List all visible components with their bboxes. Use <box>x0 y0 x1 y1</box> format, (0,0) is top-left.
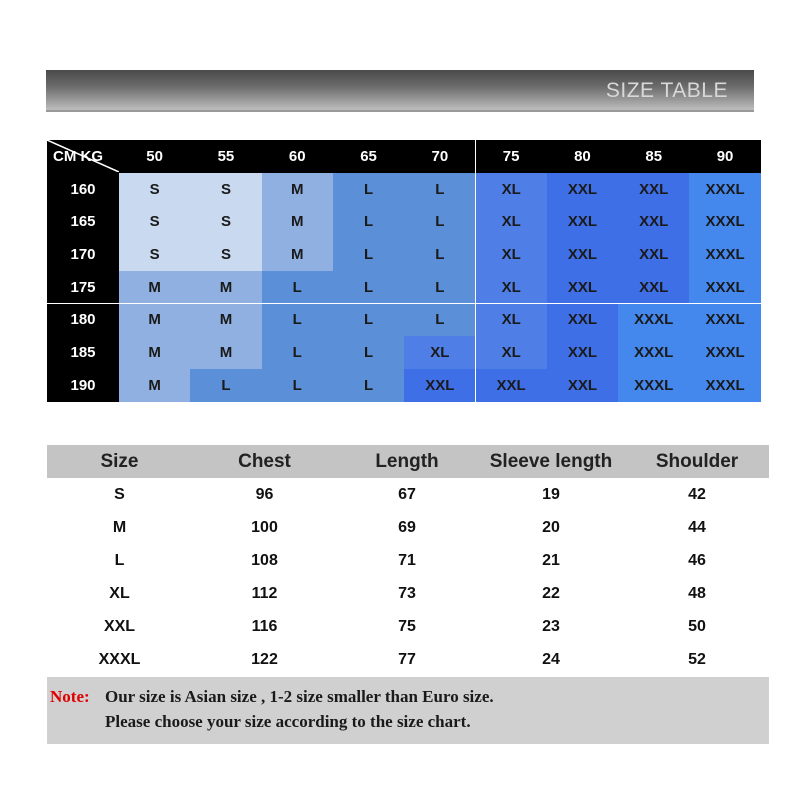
size-cell: XXXL <box>689 304 760 337</box>
size-cell: XXL <box>547 271 618 304</box>
size-cell: XXL <box>618 271 689 304</box>
note-label: Note: <box>50 687 90 706</box>
size-cell: XXL <box>618 238 689 271</box>
measurement-cell: 23 <box>542 617 560 635</box>
size-cell: XXL <box>547 369 618 402</box>
measurement-cell: 122 <box>251 650 278 668</box>
measurement-cell: 21 <box>542 551 560 569</box>
size-cell: XL <box>476 304 547 337</box>
size-cell: L <box>404 205 475 238</box>
size-cell: XXXL <box>689 369 760 402</box>
size-cell: M <box>119 336 190 369</box>
size-cell: S <box>190 238 261 271</box>
size-cell: S <box>119 173 190 206</box>
size-cell: XL <box>476 205 547 238</box>
size-cell: XXL <box>547 304 618 337</box>
size-cell: S <box>119 205 190 238</box>
weight-header: 80 <box>547 140 618 173</box>
measurement-column-header: Chest <box>238 450 291 472</box>
measurement-cell: 19 <box>542 485 560 503</box>
size-cell: M <box>190 336 261 369</box>
measurement-cell: XL <box>109 584 130 602</box>
size-cell: L <box>404 271 475 304</box>
height-header: 180 <box>47 304 119 337</box>
size-table-banner <box>46 70 754 112</box>
size-cell: XL <box>476 271 547 304</box>
measurement-column-header: Length <box>375 450 439 472</box>
size-cell: L <box>262 369 333 402</box>
measurement-cell: 46 <box>688 551 706 569</box>
measurement-cell: 71 <box>398 551 416 569</box>
measurement-cell: 48 <box>688 584 706 602</box>
corner-label: CM KG <box>53 148 103 165</box>
size-cell: M <box>262 238 333 271</box>
size-cell: XXXL <box>689 238 760 271</box>
size-cell: XXL <box>404 369 475 402</box>
height-weight-size-grid <box>47 140 761 402</box>
note-line-2: Please choose your size according to the size chart. <box>105 712 471 731</box>
measurement-cell: 75 <box>398 617 416 635</box>
size-cell: XL <box>476 173 547 206</box>
measurement-column-header: Shoulder <box>655 450 739 472</box>
measurement-cell: 42 <box>688 485 706 503</box>
size-cell: L <box>404 304 475 337</box>
measurement-cell: XXL <box>103 617 136 635</box>
size-cell: XXL <box>547 173 618 206</box>
size-cell: XXL <box>547 238 618 271</box>
size-cell: M <box>119 271 190 304</box>
size-cell: XXXL <box>618 304 689 337</box>
size-cell: M <box>262 205 333 238</box>
size-cell: L <box>262 271 333 304</box>
size-cell: XXL <box>547 205 618 238</box>
size-cell: S <box>190 205 261 238</box>
size-cell: L <box>333 336 404 369</box>
measurement-cell: S <box>114 485 125 503</box>
measurement-row <box>47 577 769 610</box>
size-cell: M <box>190 271 261 304</box>
height-header: 170 <box>47 238 119 271</box>
weight-header: 55 <box>190 140 261 173</box>
size-cell: L <box>333 369 404 402</box>
size-cell: L <box>190 369 261 402</box>
measurement-row <box>47 610 769 643</box>
height-header: 165 <box>47 205 119 238</box>
size-cell: L <box>262 336 333 369</box>
measurement-cell: 52 <box>688 650 706 668</box>
size-cell: M <box>119 369 190 402</box>
size-cell: XXXL <box>618 336 689 369</box>
banner-title: SIZE TABLE <box>605 79 728 102</box>
weight-header: 70 <box>404 140 475 173</box>
size-cell: M <box>262 173 333 206</box>
measurement-cell: 24 <box>542 650 560 668</box>
size-cell: XXL <box>618 205 689 238</box>
note-box <box>47 677 769 744</box>
height-header: 185 <box>47 336 119 369</box>
weight-header: 85 <box>618 140 689 173</box>
measurement-cell: 44 <box>688 518 706 536</box>
size-cell: XXXL <box>618 369 689 402</box>
measurement-cell: 20 <box>542 518 560 536</box>
measurement-cell: 112 <box>251 584 278 602</box>
size-cell: L <box>333 173 404 206</box>
measurement-body <box>47 478 769 676</box>
size-cell: M <box>119 304 190 337</box>
measurement-cell: 50 <box>688 617 706 635</box>
size-cell: L <box>404 238 475 271</box>
height-header: 190 <box>47 369 119 402</box>
measurement-row <box>47 643 769 676</box>
measurement-table <box>47 445 769 676</box>
size-cell: L <box>262 304 333 337</box>
measurement-row <box>47 511 769 544</box>
measurement-cell: 22 <box>542 584 560 602</box>
size-cell: M <box>190 304 261 337</box>
size-cell: XXXL <box>689 336 760 369</box>
measurement-cell: 69 <box>398 518 416 536</box>
size-cell: S <box>119 238 190 271</box>
size-cell: XXL <box>547 336 618 369</box>
size-cell: L <box>333 205 404 238</box>
size-cell: XL <box>404 336 475 369</box>
size-cell: XL <box>476 238 547 271</box>
size-cell: L <box>333 304 404 337</box>
measurement-cell: XXXL <box>98 650 141 668</box>
measurement-cell: L <box>114 551 125 569</box>
measurement-cell: M <box>112 518 127 536</box>
weight-header: 65 <box>333 140 404 173</box>
measurement-cell: 108 <box>251 551 278 569</box>
measurement-cell: 77 <box>398 650 416 668</box>
height-header: 160 <box>47 173 119 206</box>
size-cell: XXL <box>476 369 547 402</box>
measurement-cell: 116 <box>251 617 278 635</box>
measurement-cell: 100 <box>251 518 278 536</box>
weight-header: 90 <box>689 140 760 173</box>
height-header: 175 <box>47 271 119 304</box>
size-cell: XXL <box>618 173 689 206</box>
note-line-1: Our size is Asian size , 1-2 size smaller than Euro size. <box>105 687 494 706</box>
size-cell: XXXL <box>689 271 760 304</box>
measurement-cell: 67 <box>398 485 416 503</box>
measurement-header-row <box>47 445 769 478</box>
measurement-cell: 73 <box>398 584 416 602</box>
measurement-row <box>47 478 769 511</box>
size-cell: L <box>333 238 404 271</box>
weight-header: 75 <box>476 140 547 173</box>
size-cell: L <box>404 173 475 206</box>
size-cell: XXXL <box>689 205 760 238</box>
size-cell: S <box>190 173 261 206</box>
measurement-column-header: Size <box>100 450 139 472</box>
size-cell: XXXL <box>689 173 760 206</box>
measurement-cell: 96 <box>255 485 274 503</box>
measurement-row <box>47 544 769 577</box>
measurement-column-header: Sleeve length <box>489 450 613 472</box>
size-cell: XL <box>476 336 547 369</box>
size-cell: L <box>333 271 404 304</box>
weight-header: 60 <box>262 140 333 173</box>
weight-header: 50 <box>119 140 190 173</box>
